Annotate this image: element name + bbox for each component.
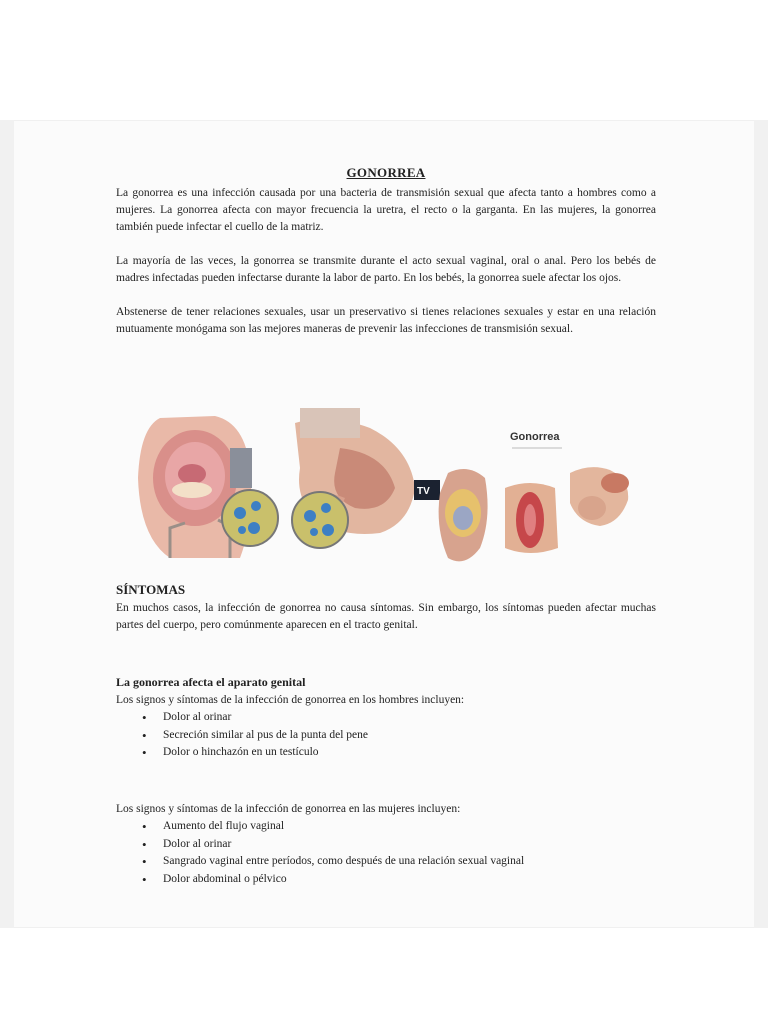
list-item: • Sangrado vaginal entre períodos, como después de una relación sexual vaginal	[116, 853, 524, 871]
list-item: • Dolor o hinchazón en un testículo	[116, 744, 368, 762]
paragraph-transmission: La mayoría de las veces, la gonorrea se transmite durante el acto sexual vaginal, oral o anal. Pero los bebés de madres infectadas pueden infectarse durante la labor de parto. En los bebés, la gonorrea suele afectar los ojos.	[116, 255, 656, 284]
paragraph-definition: La gonorrea es una infección causada por una bacteria de transmisión sexual que afecta tanto a hombres como a mujeres. La gonorrea afecta con mayor frecuencia la uretra, el recto o la garganta. En las mujeres, la gonorrea también puede infectar el cuello de la matriz.	[116, 187, 656, 233]
figure-label: Gonorrea	[510, 431, 560, 443]
list-item: • Dolor abdominal o pélvico	[116, 871, 524, 889]
genital-heading: La gonorrea afecta el aparato genital	[116, 675, 306, 689]
sintomas-text: En muchos casos, la infección de gonorrea no causa síntomas. Sin embargo, los síntomas pueden afectar muchas partes del cuerpo, pero comúnmente aparecen en el tracto genital.	[116, 602, 656, 631]
men-symptom-list	[116, 709, 368, 762]
page-edge-left	[0, 120, 14, 928]
men-intro: Los signos y síntomas de la infección de gonorrea en los hombres incluyen:	[116, 694, 465, 706]
intro-section	[116, 165, 656, 338]
illustration-svg	[130, 408, 650, 578]
sintomas-heading: SÍNTOMAS	[116, 582, 186, 597]
male-panel	[292, 408, 440, 548]
anatomy-diagrams	[439, 431, 629, 561]
women-intro: Los signos y síntomas de la infección de gonorrea en las mujeres incluyen:	[116, 803, 461, 815]
sintomas-section	[116, 600, 656, 634]
list-item: • Dolor al orinar	[116, 836, 524, 854]
tv-logo: TV	[417, 486, 430, 497]
medical-illustration	[130, 408, 650, 578]
document-title: GONORREA	[346, 165, 426, 180]
cervix-panel	[138, 416, 278, 558]
page-edge-right	[754, 120, 768, 928]
list-item: • Secreción similar al pus de la punta del pene	[116, 727, 368, 745]
list-item: • Dolor al orinar	[116, 709, 368, 727]
paragraph-prevention: Abstenerse de tener relaciones sexuales, usar un preservativo si tienes relaciones sexuales y estar en una relación mutuamente monógama son las mejores maneras de prevenir las infecciones de transmisión sexual.	[116, 306, 656, 335]
list-item: • Aumento del flujo vaginal	[116, 818, 524, 836]
women-symptom-list	[116, 818, 524, 888]
